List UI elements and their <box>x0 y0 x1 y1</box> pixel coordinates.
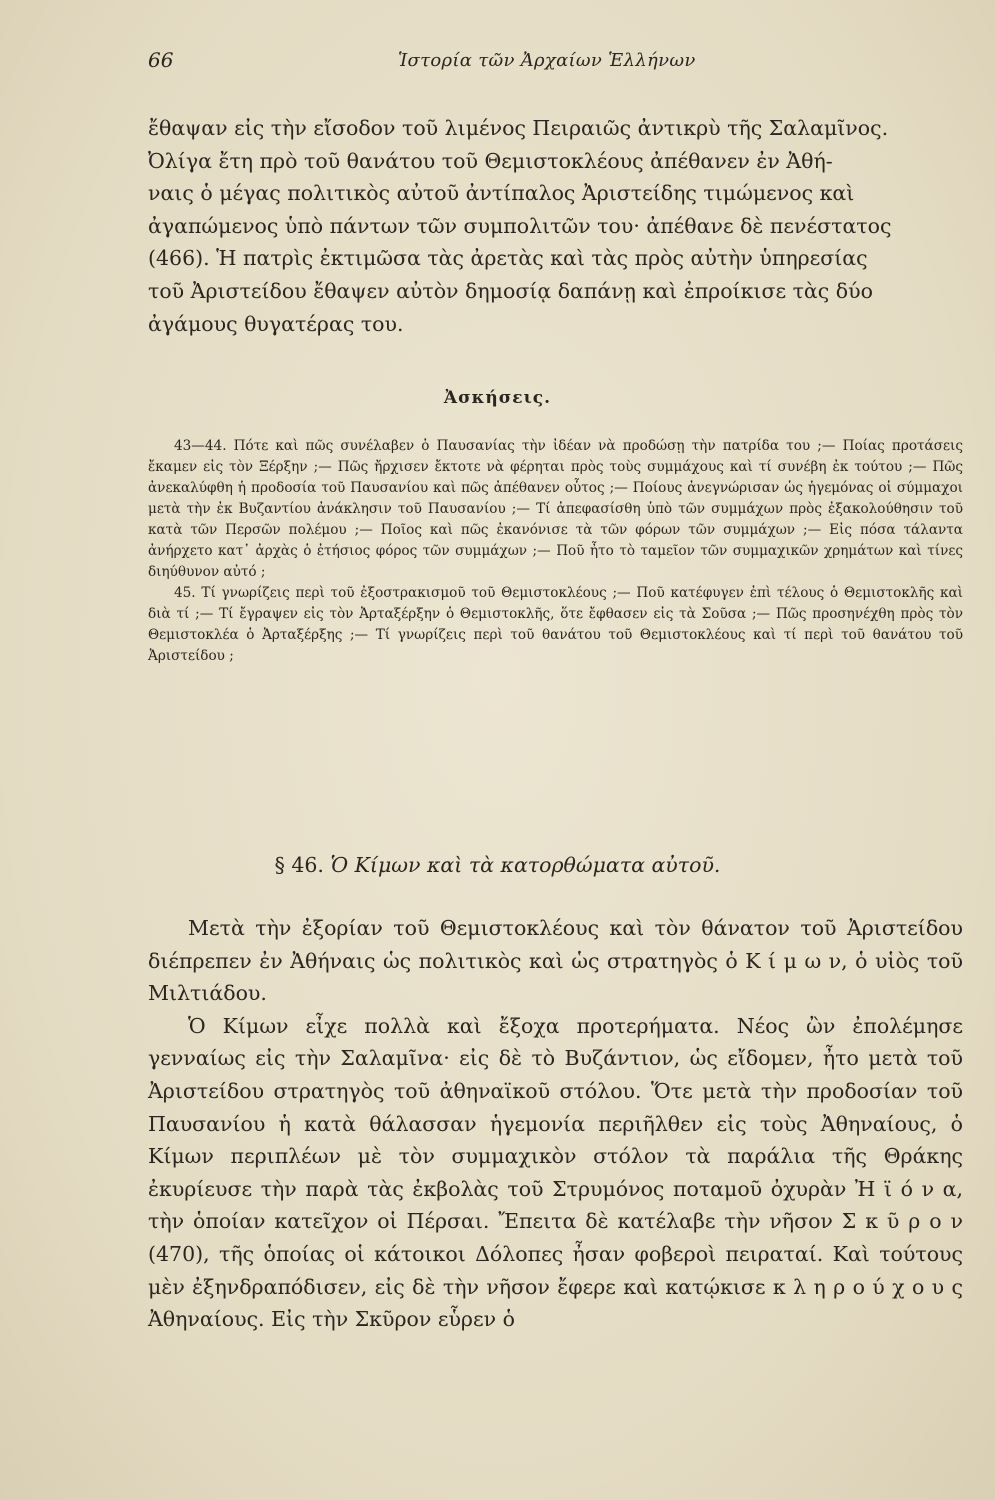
text-line: τοῦ Ἀριστείδου ἔθαψεν αὐτὸν δημοσίᾳ δαπάνῃ καὶ ἐπροίκισε τὰς δύο <box>148 278 873 303</box>
top-paragraph-body <box>148 112 963 340</box>
exercise-paragraph: 45. Τί γνωρίζεις περὶ τοῦ ἐξοστρακισμοῦ τοῦ Θεμιστοκλέους ;— Ποῦ κατέφυγεν ἐπὶ τέλους ὁ Θεμιστοκλῆς καὶ διὰ τί ;— Τί ἔγραψεν εἰς τὸν Ἀρταξέρξην ὁ Θεμιστοκλῆς, ὅτε ἔφθασεν εἰς τὰ Σοῦσα ;— Πῶς προσηνέχθη πρὸς τὸν Θεμιστοκλέα ὁ Ἀρταξέρξης ;— Τί γνωρίζεις περὶ τοῦ θανάτου τοῦ Θεμιστοκλέους καὶ τί περὶ τοῦ θανάτου τοῦ Ἀριστείδου ; <box>148 585 963 664</box>
text-line: ἀγάμους θυγατέρας του. <box>148 311 404 336</box>
page-number: 66 <box>148 48 174 72</box>
running-title: Ἱστορία τῶν Ἀρχαίων Ἑλλήνων <box>398 50 696 71</box>
page-header <box>148 48 908 78</box>
text-line: Ὀλίγα ἔτη πρὸ τοῦ θανάτου τοῦ Θεμιστοκλέους ἀπέθανεν ἐν Ἀθή- <box>148 148 833 173</box>
section-heading <box>0 853 995 877</box>
section-body <box>148 912 963 1336</box>
body-paragraph: Ὁ Κίμων εἶχε πολλὰ καὶ ἔξοχα προτερήματα. Νέος ὢν ἐπολέμησε γενναίως εἰς τὴν Σαλαμῖνα· εἰς δὲ τὸ Βυζάντιον, ὡς εἴδομεν, ἦτο μετὰ τοῦ Ἀριστείδου στρατηγὸς τοῦ ἀθηναϊκοῦ στόλου. Ὅτε μετὰ τὴν προδοσίαν τοῦ Παυσανίου ἡ κατὰ θάλασσαν ἡγεμονία περιῆλθεν εἰς τοὺς Ἀθηναίους, ὁ Κίμων περιπλέων μὲ τὸν συμμαχικὸν στόλον τὰ παράλια τῆς Θράκης ἐκυρίευσε τὴν παρὰ τὰς ἐκβολὰς τοῦ Στρυμόνος ποταμοῦ ὀχυρὰν Ἠ ϊ ό ν α, τὴν ὁποίαν κατεῖχον οἱ Πέρσαι. Ἔπειτα δὲ κατέλαβε τὴν νῆσον Σ κ ῦ ρ ο ν (470), τῆς ὁποίας οἱ κάτοικοι Δόλοπες ἦσαν φοβεροὶ πειραταί. Καὶ τούτους μὲν ἐξηνδραπόδισεν, εἰς δὲ τὴν νῆσον ἔφερε καὶ κατῴκισε κ λ η ρ ο ύ χ ο υ ς Ἀθηναίους. Εἰς τὴν Σκῦρον εὗρεν ὁ <box>148 1013 963 1332</box>
exercise-paragraph: 43—44. Πότε καὶ πῶς συνέλαβεν ὁ Παυσανίας τὴν ἰδέαν νὰ προδώσῃ τὴν πατρίδα του ;— Ποίας προτάσεις ἔκαμεν εἰς τὸν Ξέρξην ;— Πῶς ἤρχισεν ἔκτοτε νὰ φέρηται πρὸς τοὺς συμμάχους καὶ τί συνέβη ἐκ τούτου ;— Πῶς ἀνεκαλύφθη ἡ προδοσία τοῦ Παυσανίου καὶ πῶς ἀπέθανεν οὗτος ;— Ποίους ἀνεγνώρισαν ὡς ἡγεμόνας οἱ σύμμαχοι μετὰ τὴν ἐκ Βυζαντίου ἀνάκλησιν τοῦ Παυσανίου ;— Τί ἀπεφασίσθη ὑπὸ τῶν συμμάχων πρὸς ἐξακολούθησιν τοῦ κατὰ τῶν Περσῶν πολέμου ;— Ποῖος καὶ πῶς ἐκανόνισε τὰ τῶν φόρων τῶν συμμάχων ;— Εἰς πόσα τάλαντα ἀνήρχετο κατ᾽ ἀρχὰς ὁ ἐτήσιος φόρος τῶν συμμάχων ;— Ποῦ ἦτο τὸ ταμεῖον τῶν συμμαχικῶν χρημάτων καὶ τίνες διηύθυνον αὐτό ; <box>148 438 963 580</box>
exercises-block <box>148 436 963 667</box>
body-paragraph: Μετὰ τὴν ἐξορίαν τοῦ Θεμιστοκλέους καὶ τὸν θάνατον τοῦ Ἀριστείδου διέπρεπεν ἐν Ἀθήναις ὡς πολιτικὸς καὶ ὡς στρατηγὸς ὁ Κ ί μ ω ν, ὁ υἱὸς τοῦ Μιλτιάδου. <box>148 916 963 1006</box>
text-line: (466). Ἡ πατρὶς ἐκτιμῶσα τὰς ἀρετὰς καὶ τὰς πρὸς αὐτὴν ὑπηρεσίας <box>148 246 868 271</box>
exercises-heading: Ἀσκήσεις. <box>443 388 552 408</box>
top-paragraph <box>148 112 963 340</box>
text-line: ἔθαψαν εἰς τὴν εἴσοδον τοῦ λιμένος Πειραιῶς ἀντικρὺ τῆς Σαλαμῖνος. <box>148 116 889 140</box>
text-line: ναις ὁ μέγας πολιτικὸς αὐτοῦ ἀντίπαλος Ἀριστείδης τιμώμενος καὶ <box>148 181 855 206</box>
section-number: § 46. <box>274 853 324 877</box>
section-title: Ὁ Κίμων καὶ τὰ κατορθώματα αὐτοῦ. <box>330 853 721 877</box>
text-line: ἀγαπώμενος ὑπὸ πάντων τῶν συμπολιτῶν του· ἀπέθανε δὲ πενέστατος <box>148 213 892 238</box>
